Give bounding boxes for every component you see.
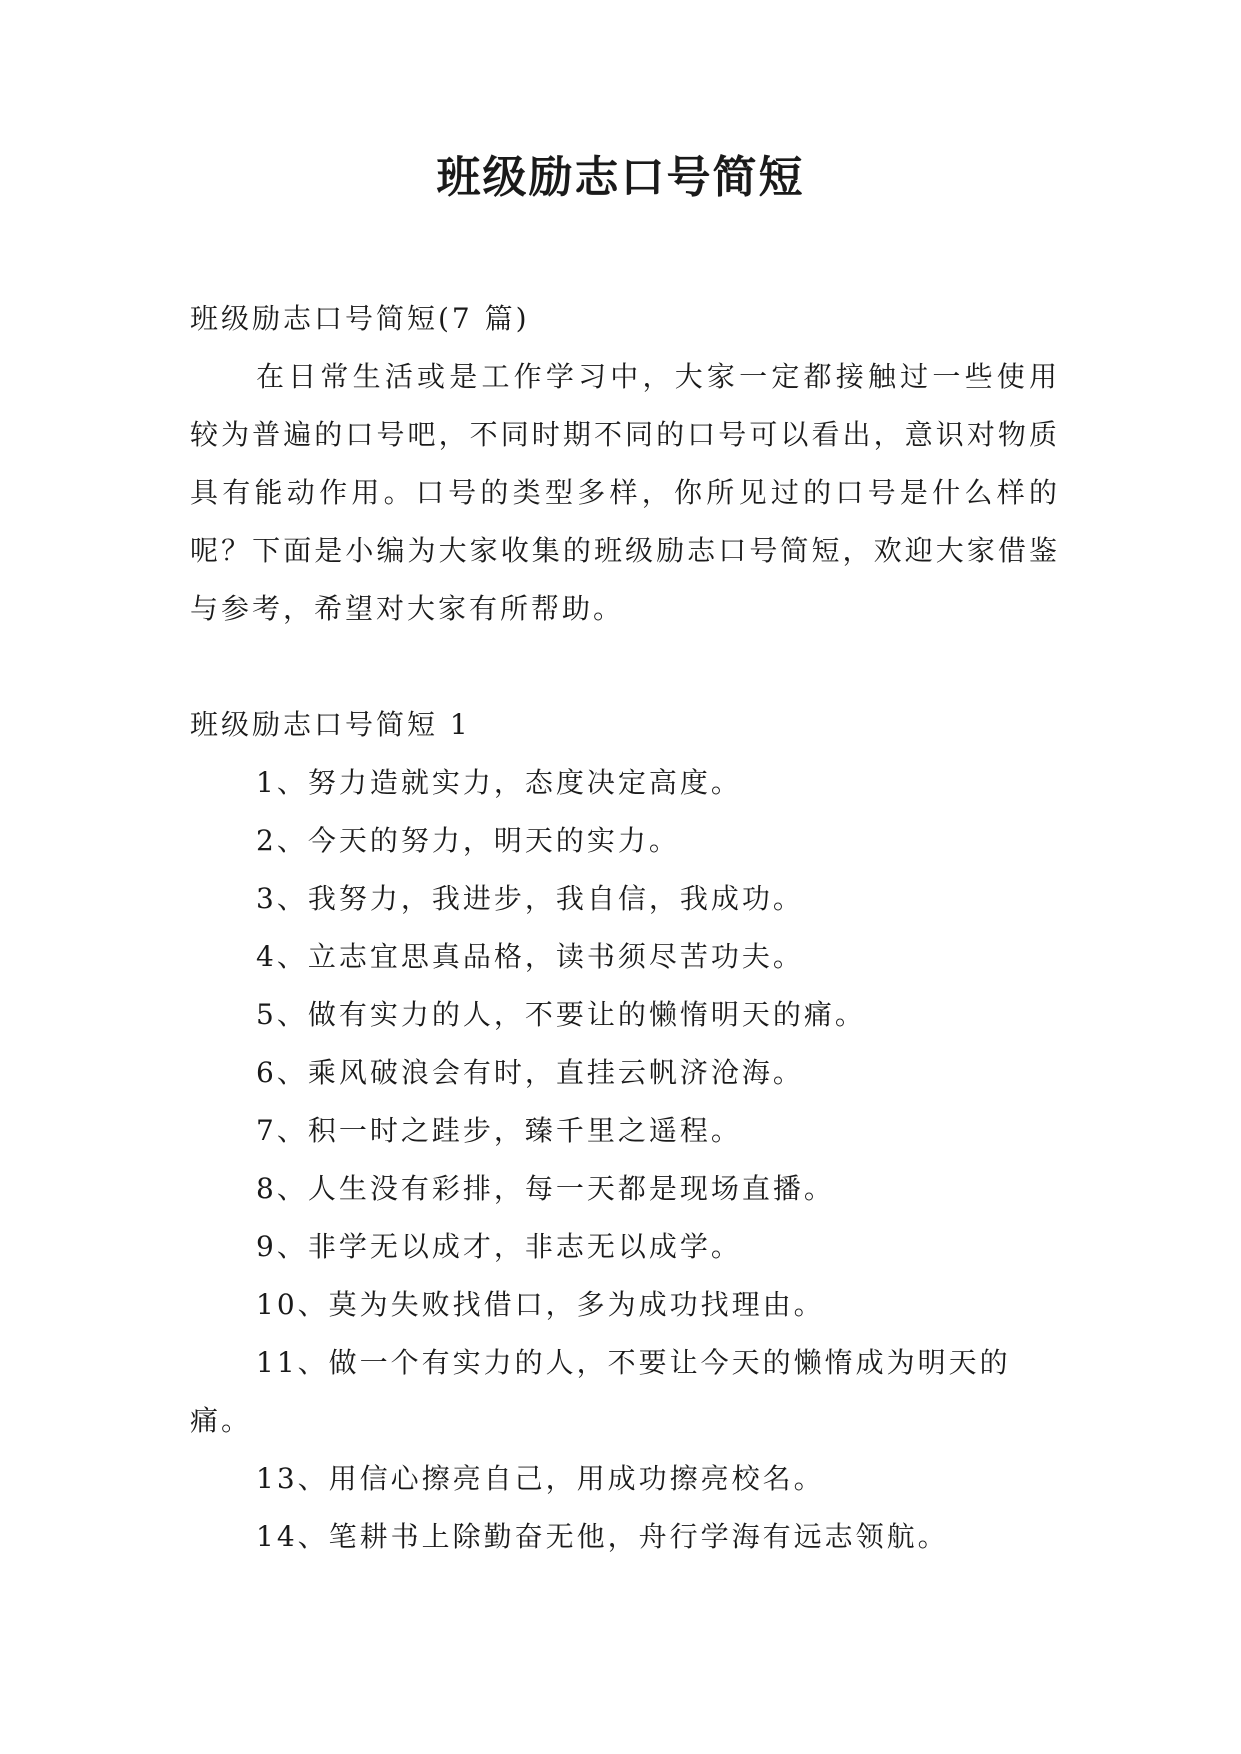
slogan-item: 8、人生没有彩排，每一天都是现场直播。 — [256, 1172, 835, 1205]
slogan-item: 11、做一个有实力的人，不要让今天的懒惰成为明天的痛。 — [190, 1346, 1011, 1437]
document-title: 班级励志口号简短 — [436, 152, 805, 203]
slogan-item: 10、莫为失败找借口，多为成功找理由。 — [256, 1288, 825, 1321]
slogan-item: 2、今天的努力，明天的实力。 — [256, 824, 680, 857]
slogan-item: 9、非学无以成才，非志无以成学。 — [256, 1230, 742, 1263]
slogan-item: 1、努力造就实力，态度决定高度。 — [256, 766, 742, 799]
slogan-item: 4、立志宜思真品格，读书须尽苦功夫。 — [256, 940, 804, 973]
slogan-item: 7、积一时之跬步，臻千里之遥程。 — [256, 1114, 742, 1147]
slogan-item: 3、我努力，我进步，我自信，我成功。 — [256, 882, 804, 915]
slogan-item: 13、用信心擦亮自己，用成功擦亮校名。 — [256, 1462, 825, 1495]
slogan-item: 14、笔耕书上除勤奋无他，舟行学海有远志领航。 — [256, 1520, 949, 1553]
document-body — [190, 290, 1060, 1566]
slogan-item: 6、乘风破浪会有时，直挂云帆济沧海。 — [256, 1056, 804, 1089]
slogan-item: 5、做有实力的人，不要让的懒惰明天的痛。 — [256, 998, 866, 1031]
document-subtitle: 班级励志口号简短(7 篇) — [190, 302, 530, 335]
intro-paragraph: 在日常生活或是工作学习中，大家一定都接触过一些使用较为普遍的口号吧，不同时期不同的口号可以看出，意识对物质具有能动作用。口号的类型多样，你所见过的口号是什么样的呢？下面是小编为大家收集的班级励志口号简短，欢迎大家借鉴与参考，希望对大家有所帮助。 — [190, 360, 1060, 625]
section-heading: 班级励志口号简短 1 — [190, 708, 471, 741]
